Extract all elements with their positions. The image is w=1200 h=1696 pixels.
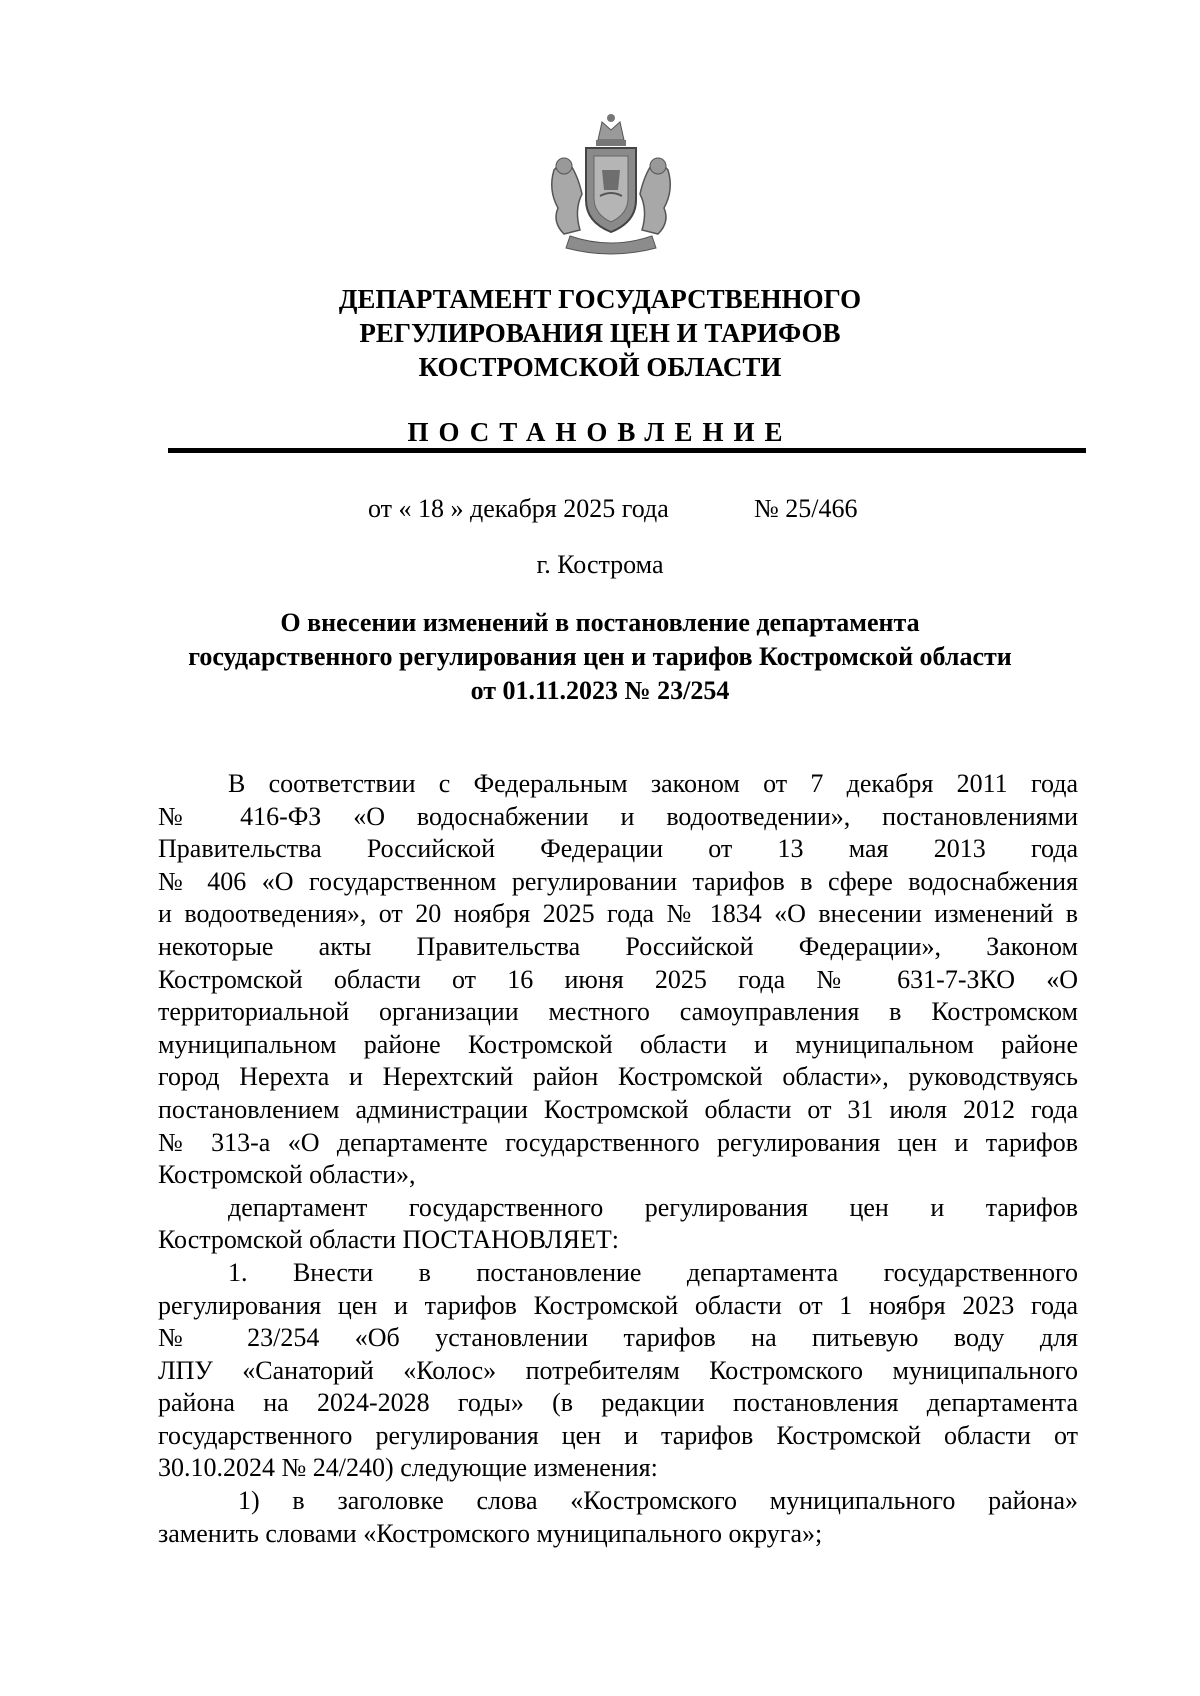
body-line: и водоотведения», от 20 ноября 2025 года № 1834 «О внесении изменений в [158,899,1078,929]
subject-line: государственного регулирования цен и тарифов Костромской области [188,642,1012,671]
document-subject [0,606,1200,708]
department-title-line: КОСТРОМСКОЙ ОБЛАСТИ [418,352,782,382]
body-line: № 313-а «О департаменте государственного регулирования цен и тарифов [158,1127,1078,1157]
body-line: Костромской области», [158,1160,416,1190]
body-line: постановлением администрации Костромской области от 31 июля 2012 года [158,1094,1078,1124]
body-line: № 23/254 «Об установлении тарифов на питьевую воду для [158,1323,1078,1353]
body-line: департамент государственного регулирования цен и тарифов [228,1192,1078,1222]
body-line: района на 2024-2028 годы» (в редакции постановления департамента [158,1388,1078,1418]
body-line: № 416-ФЗ «О водоснабжении и водоотведении», постановлениями [158,801,1078,831]
coat-of-arms-icon [540,110,682,260]
subject-line: от 01.11.2023 № 23/254 [470,676,730,705]
body-line: город Нерехта и Нерехтский район Костромской области», руководствуясь [158,1062,1078,1092]
body-line: 1. Внести в постановление департамента государственного [228,1257,1078,1287]
body-line: муниципальном районе Костромской области и муниципальном районе [158,1029,1078,1059]
document-body [158,768,1078,1550]
body-line: 1) в заголовке слова «Костромского муниципального района» [238,1486,1078,1516]
body-line: регулирования цен и тарифов Костромской области от 1 ноября 2023 года [158,1290,1078,1320]
document-city: г. Кострома [536,550,664,579]
document-date: от « 18 » декабря 2025 года [368,494,669,523]
body-line: № 406 «О государственном регулировании тарифов в сфере водоснабжения [158,866,1078,896]
document-type-heading: ПОСТАНОВЛЕНИЕ [407,417,793,447]
body-line: заменить словами «Костромского муниципального округа»; [158,1518,823,1548]
body-line: Правительства Российской Федерации от 13 мая 2013 года [158,834,1078,864]
body-line: некоторые акты Правительства Российской Федерации», Законом [158,931,1078,961]
body-line: ЛПУ «Санаторий «Колос» потребителям Костромского муниципального [158,1355,1078,1385]
body-line: Костромской области от 16 июня 2025 года № 631-7-ЗКО «О [158,964,1078,994]
document-number: № 25/466 [754,494,858,523]
body-line: территориальной организации местного самоуправления в Костромском [158,997,1078,1027]
department-title-line: ДЕПАРТАМЕНТ ГОСУДАРСТВЕННОГО [338,284,862,314]
body-line: государственного регулирования цен и тарифов Костромской области от [158,1420,1078,1450]
subject-line: О внесении изменений в постановление департамента [280,608,920,637]
header-divider [168,448,1086,453]
body-line: Костромской области ПОСТАНОВЛЯЕТ: [158,1225,619,1255]
body-line: В соответствии с Федеральным законом от 7 декабря 2011 года [228,769,1078,798]
department-title [0,282,1200,384]
body-line: 30.10.2024 № 24/240) следующие изменения: [158,1453,658,1483]
department-title-line: РЕГУЛИРОВАНИЯ ЦЕН И ТАРИФОВ [359,318,841,348]
